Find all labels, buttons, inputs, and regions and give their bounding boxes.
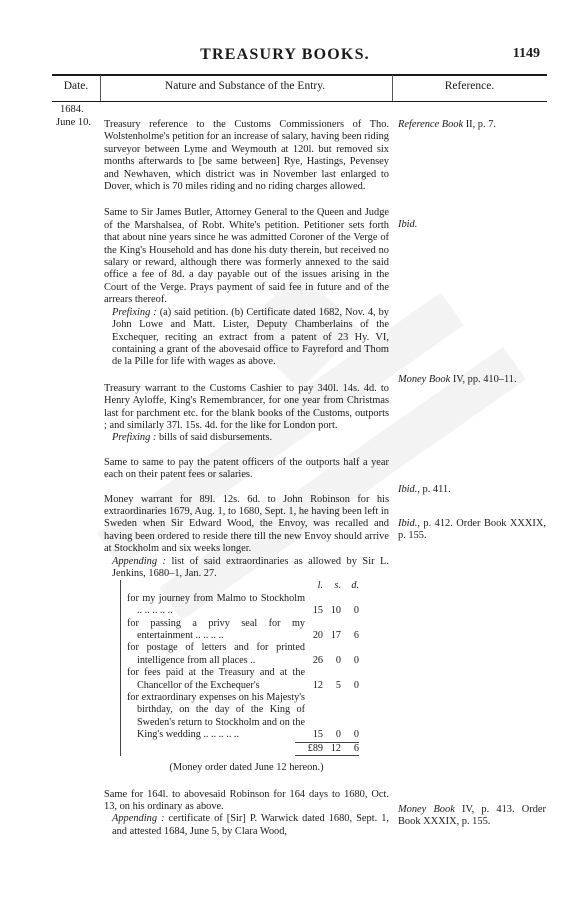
reference-book: Reference Book bbox=[398, 119, 464, 130]
amount-s: 17 bbox=[330, 630, 341, 642]
entry-prefix bbox=[104, 432, 389, 444]
account-row-amount bbox=[305, 618, 359, 643]
entry-5 bbox=[104, 494, 389, 775]
entry-text: Money warrant for 89l. 12s. 6d. to John Robinson for his extraordinaries 1679, Aug. 1, to 1680, Sept. 1, he having been left in Sweden when Sir Edward Wood, the Envoy, was recalled and having been ordered to reside there till the new Envoy should arrive at Stockholm and six weeks longer. bbox=[104, 493, 389, 555]
entry-text: Treasury reference to the Customs Commissioners of Tho. Wolstenholme's petition for an increase of salary, having been riding surveyor between Lyme and Weymouth at 120l. but removed six months afterwards to [be same between] Rye, Hastings, Pevensey and Newhaven, which district was in November last enlarged to Dover, which is 70 miles riding and no riding charges allowed. bbox=[104, 119, 389, 193]
header-rule-bottom bbox=[52, 101, 547, 102]
reference-book: Ibid. bbox=[398, 219, 418, 230]
reference-book: Ibid. bbox=[398, 484, 418, 495]
total-l: £89 bbox=[307, 742, 323, 754]
account-row bbox=[127, 692, 359, 742]
account-row-amount bbox=[305, 642, 359, 667]
reference-5 bbox=[398, 518, 546, 543]
prefix-text: certificate of [Sir] P. Warwick dated 1680, Sept. 1, and attested 1684, June 5, by Clara Wood, bbox=[112, 813, 389, 837]
amount-l: 15 bbox=[312, 729, 323, 741]
reference-6 bbox=[398, 804, 546, 829]
entry-2 bbox=[104, 207, 389, 368]
entry-text: Treasury warrant to the Customs Cashier to pay 340l. 14s. 4d. to Henry Ayloffe, King's Remembrancer, for one year from Christmas last for parchment etc. for the blank books of the Customs, outports ; and similarly 37l. 15s. 4d. for the like for London port. bbox=[104, 382, 389, 431]
entry-3 bbox=[104, 383, 389, 445]
total-s: 12 bbox=[330, 742, 341, 754]
amount-l: 15 bbox=[312, 605, 323, 617]
header-pounds: l. bbox=[317, 580, 323, 592]
entry-4 bbox=[104, 457, 389, 482]
reference-4 bbox=[398, 484, 546, 496]
amount-s: 10 bbox=[330, 605, 341, 617]
amount-d: 0 bbox=[353, 654, 359, 666]
header-shillings: s. bbox=[334, 580, 341, 592]
account-row-desc: for fees paid at the Treasury and at the Chancellor of the Exchequer's bbox=[127, 667, 305, 691]
account-row bbox=[127, 667, 359, 692]
entry-6 bbox=[104, 789, 389, 839]
reference-book: Money Book bbox=[398, 374, 451, 385]
column-header-date: Date. bbox=[63, 80, 89, 92]
amount-d: 0 bbox=[353, 729, 359, 741]
entry-text: Same to Sir James Butler, Attorney General to the Queen and Judge of the Marshalsea, of Robt. White's petition. Petitioner sets forth that about nine years since he was admitted Coroner of the Verge of the King's Household and has done his duty therein, but received no salary or reward, although there was formerly annexed to the said office a fee of 8d. a day payable out of the issues arising in the Court of the Verge. Prays payment of said fee in future and of the arrears thereof. bbox=[104, 207, 389, 306]
prefix-text: list of said extraordinaries as allowed by Sir L. Jenkins, 1680–1, Jan. 27. bbox=[112, 555, 389, 579]
account-row-amount bbox=[305, 692, 359, 742]
prefix-label: Appending : bbox=[112, 813, 165, 825]
account-table bbox=[120, 580, 359, 756]
reference-3 bbox=[398, 374, 546, 386]
entry-1 bbox=[104, 119, 389, 193]
reference-2 bbox=[398, 219, 546, 231]
entry-text: Same to same to pay the patent officers of the outports half a year each on their patent fees or salaries. bbox=[104, 456, 389, 481]
amount-d: 0 bbox=[353, 679, 359, 691]
account-row-amount bbox=[305, 667, 359, 692]
reference-detail: II, p. 7. bbox=[463, 119, 496, 130]
reference-detail: , p. 411. bbox=[417, 484, 451, 495]
amount-s: 5 bbox=[335, 679, 341, 691]
account-row-amount bbox=[305, 593, 359, 618]
entry-prefix bbox=[104, 307, 389, 369]
account-row-desc: for my journey from Malmo to Stockholm .. .. .. .. .. bbox=[127, 592, 305, 617]
money-order-note: (Money order dated June 12 hereon.) bbox=[169, 762, 324, 774]
column-header-reference: Reference. bbox=[444, 80, 495, 92]
total-rule bbox=[295, 742, 359, 756]
account-header bbox=[127, 580, 359, 592]
reference-book: Ibid. bbox=[398, 518, 418, 529]
prefix-text: (a) said petition. (b) Certificate dated 1682, Nov. 4, by John Lowe and Matt. Lister, Deputy Chamberlains of the Exchequer, reciting an extract from a patent of 23 Hy. VI, containing a grant of the abovesaid office to Fayreford and Thom de la Pille for life with wages as above. bbox=[112, 306, 390, 368]
prefix-label: Appending : bbox=[112, 555, 166, 567]
entries-column bbox=[104, 119, 389, 850]
page-number: 1149 bbox=[512, 46, 540, 61]
amount-s: 0 bbox=[335, 729, 341, 741]
date-day: June 10. bbox=[56, 116, 91, 128]
reference-detail: IV, p. 413. Order Book XXXIX, p. 155. bbox=[398, 804, 546, 828]
account-row bbox=[127, 593, 359, 618]
prefix-label: Prefixing : bbox=[112, 306, 157, 318]
header-pence: d. bbox=[351, 580, 359, 592]
reference-book: Money Book bbox=[398, 804, 455, 815]
entry-prefix bbox=[104, 813, 389, 838]
amount-d: 6 bbox=[353, 630, 359, 642]
account-row-desc: for extraordinary expenses on his Majesty's birthday, on the day of the King of Sweden's return to Stockholm and on the King's wedding .. .. .. .. .. bbox=[127, 692, 305, 741]
column-header-nature: Nature and Substance of the Entry. bbox=[164, 80, 326, 92]
amount-s: 0 bbox=[335, 654, 341, 666]
account-row-desc: for passing a privy seal for my entertainment .. .. .. .. bbox=[127, 617, 305, 642]
date-column bbox=[56, 104, 91, 129]
reference-detail: IV, pp. 410–11. bbox=[450, 374, 517, 385]
reference-1 bbox=[398, 119, 546, 131]
account-row bbox=[127, 618, 359, 643]
prefix-text: bills of said disbursements. bbox=[156, 432, 273, 444]
date-year: 1684. bbox=[60, 104, 84, 115]
running-head-title: TREASURY BOOKS. bbox=[200, 46, 370, 63]
total-d: 6 bbox=[353, 742, 359, 754]
entry-prefix bbox=[104, 556, 389, 581]
amount-d: 0 bbox=[353, 605, 359, 617]
amount-l: 20 bbox=[312, 630, 323, 642]
entry-text: Same for 164l. to abovesaid Robinson for 164 days to 1680, Oct. 13, on his ordinary as above. bbox=[104, 788, 389, 812]
account-row bbox=[127, 642, 359, 667]
header-rule-top bbox=[52, 74, 547, 76]
account-row-desc: for postage of letters and for printed intelligence from all places .. bbox=[127, 642, 305, 666]
amount-l: 26 bbox=[312, 654, 323, 666]
prefix-label: Prefixing : bbox=[112, 432, 157, 444]
amount-l: 12 bbox=[312, 679, 323, 691]
account-total bbox=[295, 743, 359, 755]
reference-detail: , p. 412. Order Book XXXIX, p. 155. bbox=[398, 518, 546, 542]
